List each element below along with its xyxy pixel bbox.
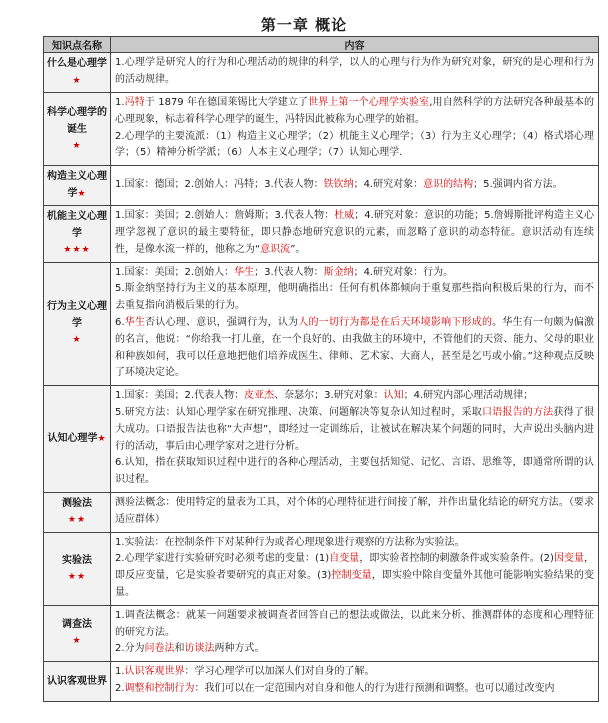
content-paragraph <box>115 208 594 258</box>
text-run: ，即实验中除自变量外其他可能影响实验结果的变量。 <box>115 570 595 598</box>
text-run: 2.心理学家进行实验研究时必须考虑的变量：(1) <box>115 553 330 565</box>
highlight-text: 访谈法 <box>184 643 215 655</box>
text-run: 。华生有一句颇为偏激的名言，他说：“你给我一打儿童，在一个良好的、由我做主的环境中，不管他们的天资、能力、父母的职业和种族如何，我可以任意地把他们培养成医生、律师、艺术家、大商人，甚至是乞丐或小偷。”这种观点反映了环境决定论。 <box>115 316 595 379</box>
table-row <box>44 532 599 605</box>
table-row <box>44 386 599 493</box>
content-paragraph: 测验法概念：使用特定的量表为工具，对个体的心理特征进行间接了解，并作出量化结论的研究方法。（要求适应群体） <box>115 496 594 525</box>
highlight-text: 冯特 <box>124 97 145 108</box>
content-paragraph <box>115 405 594 455</box>
highlight-text: 杜威 <box>334 210 355 222</box>
text-run: 1.国家：美国；2.创始人： <box>115 266 235 278</box>
row-name-cell <box>44 53 111 93</box>
highlight-text: 认知 <box>383 390 404 402</box>
highlight-text: 因变量 <box>553 553 585 565</box>
content-paragraph <box>115 315 594 382</box>
highlight-text: 斯金纳 <box>323 266 354 278</box>
row-name: 行为主义心理学 <box>47 301 107 330</box>
highlight-text: 华生 <box>234 266 255 278</box>
row-name-cell <box>44 532 111 605</box>
row-name-cell <box>44 262 111 386</box>
content-paragraph: 5.斯金纳坚持行为主义的基本原理，他明确指出：任何有机体都倾向于重复那些指向积极后果的行为，而不去重复指向消极后果的行为。 <box>115 283 594 312</box>
text-run: 2.分为 <box>115 643 145 655</box>
star-rating-icon: ★ <box>97 434 107 445</box>
star-rating-icon: ★ <box>72 335 82 346</box>
row-content-cell <box>111 206 599 262</box>
text-run: ；4.研究对象：意识的功能；5.詹姆斯批评构造主义心理学忽视了意识的最主要特征，即只静态地研究意识的元素，而忽略了意识的动态特征。意识活动有连续性，是像水流一样的，他称之为“ <box>115 210 594 255</box>
content-paragraph <box>115 681 594 698</box>
text-run: ；4.研究对象： <box>353 178 424 190</box>
content-paragraph: 1.调查法概念：就某一问题要求被调查者回答自己的想法或做法，以此来分析、推测群体的态度和心理特征的研究方法。 <box>115 609 594 638</box>
highlight-text: 意识的结构 <box>423 178 474 190</box>
row-name: 科学心理学的诞生 <box>47 106 107 135</box>
row-content-cell <box>111 262 599 386</box>
content-paragraph <box>115 388 594 405</box>
text-run: 2. <box>115 682 125 694</box>
table-row <box>44 53 599 93</box>
text-run: ：学习心理学可以加深人们对自身的了解。 <box>184 666 375 678</box>
row-name: 测验法 <box>62 498 92 510</box>
table-row <box>44 93 599 166</box>
row-name-cell <box>44 605 111 661</box>
content-paragraph <box>115 551 594 601</box>
highlight-text: 调整和控制行为 <box>124 682 195 694</box>
text-run: 否认心理、意识，强调行为，认为 <box>145 316 299 328</box>
text-run: 和 <box>174 643 185 655</box>
text-run: 5.研究方法：认知心理学家在研究推理、决策、问题解决等复杂认知过程时，采取 <box>115 406 482 418</box>
row-content-cell <box>111 386 599 493</box>
content-paragraph: 2.心理学的主要流派：（1）构造主义心理学；（2）机能主义心理学；（3）行为主义心理学；（4）格式塔心理学；（5）精神分析学派；（6）人本主义心理学；（7）认知心理学. <box>115 130 594 159</box>
text-run: ：我们可以在一定范围内对自身和他人的行为进行预测和调整。也可以通过改变内 <box>194 682 555 694</box>
content-paragraph: 1.实验法：在控制条件下对某种行为或者心理现象进行观察的方法称为实验法。 <box>115 536 465 548</box>
text-run: 获得了很大成功。口语报告法也称“大声想”，即经过一定训练后，让被试在解决某个问题的同时，大声说出头脑内进行的活动，事后由心理学家对之进行分析。 <box>115 406 595 452</box>
highlight-text: 认识客观世界 <box>124 666 185 678</box>
row-name: 调查法 <box>62 619 92 631</box>
table-row <box>44 206 599 262</box>
highlight-text: 自变量 <box>329 553 360 565</box>
highlight-text: 华生 <box>124 316 146 328</box>
table-row <box>44 166 599 206</box>
text-run: ；4.研究对象：行为。 <box>353 266 454 278</box>
content-paragraph: 1.心理学是研究人的行为和心理活动的规律的科学，以人的心理与行为作为研究对象，研究的是心理和行为的活动规律。 <box>115 57 594 85</box>
text-run: ，即反应变量，它是实验者要研究的真正对象。(3) <box>115 553 595 582</box>
row-name: 认知心理学 <box>47 433 98 445</box>
text-run: 1. <box>115 97 125 108</box>
star-rating-icon: ★★★ <box>63 245 91 256</box>
row-content-cell <box>111 166 599 206</box>
content-paragraph <box>115 177 594 194</box>
text-run: ，即实验者控制的刺激条件或实验条件。(2) <box>359 553 554 565</box>
knowledge-table <box>43 36 599 702</box>
row-content-cell <box>111 53 599 93</box>
text-run: 1.国家：美国；2.创始人：詹姆斯；3.代表人物： <box>115 210 335 222</box>
row-name: 构造主义心理学 <box>47 171 107 200</box>
text-run: 、奈瑟尔；3.研究对象： <box>274 390 384 402</box>
content-paragraph <box>115 265 594 282</box>
content-paragraph <box>115 95 594 129</box>
text-run: 两种方式。 <box>214 643 265 655</box>
text-run: ；4.研究内部心理活动规律； <box>403 390 534 402</box>
page-title: 第一章 概论 <box>260 16 348 34</box>
star-rating-icon: ★★ <box>67 515 87 526</box>
text-run: ；3.代表人物： <box>254 266 324 278</box>
text-run: 6. <box>115 316 125 328</box>
row-content-cell <box>111 492 599 532</box>
row-name: 认识客观世界 <box>47 675 107 687</box>
content-paragraph: 6.认知，指在获取知识过程中进行的各种心理活动，主要包括知觉、记忆、言语、思维等，即通常所谓的认识过程。 <box>115 457 594 486</box>
table-row <box>44 492 599 532</box>
table-header-row <box>44 37 599 53</box>
row-name-cell <box>44 166 111 206</box>
text-run: ”。 <box>290 243 306 255</box>
content-paragraph <box>115 664 594 681</box>
row-name-cell <box>44 93 111 166</box>
star-rating-icon: ★ <box>77 189 87 200</box>
row-name-cell <box>44 662 111 702</box>
star-rating-icon: ★★ <box>67 571 87 582</box>
row-content-cell <box>111 605 599 661</box>
text-run: 于 1879 年在德国莱锡比大学建立了 <box>144 97 309 108</box>
row-content-cell <box>111 93 599 166</box>
highlight-text: 口语报告的方法 <box>481 406 554 418</box>
table-row <box>44 662 599 702</box>
highlight-text: 世界上第一个心理学实验室 <box>308 97 430 108</box>
row-content-cell <box>111 532 599 605</box>
text-run: ,用自然科学的方法研究各种最基本的心理现象，标志着科学心理学的诞生，冯特因此被称为心理学的始祖。 <box>115 97 595 125</box>
highlight-text: 意识流 <box>260 243 291 255</box>
highlight-text: 皮亚杰 <box>244 390 275 402</box>
star-rating-icon: ★ <box>72 636 82 647</box>
text-run: ；5.强调内省方法。 <box>473 178 563 190</box>
header-content: 内容 <box>111 37 599 53</box>
row-name: 机能主义心理学 <box>47 211 107 240</box>
table-row <box>44 262 599 386</box>
text-run: 1. <box>115 666 125 678</box>
row-content-cell <box>111 662 599 702</box>
text-run: 1.国家：美国；2.代表人物： <box>115 390 245 402</box>
highlight-text: 铁钦纳 <box>323 178 354 190</box>
row-name: 实验法 <box>62 554 92 566</box>
row-name-cell <box>44 492 111 532</box>
star-rating-icon: ★ <box>72 76 82 86</box>
text-run: 1.国家：德国；2.创始人：冯特；3.代表人物： <box>115 178 324 190</box>
highlight-text: 问卷法 <box>144 643 175 655</box>
content-paragraph <box>115 641 594 658</box>
row-name: 什么是心理学 <box>47 58 107 69</box>
star-rating-icon: ★ <box>72 140 82 151</box>
highlight-text: 人的一切行为都是在后天环境影响下形成的 <box>298 316 493 328</box>
row-name-cell <box>44 386 111 493</box>
row-name-cell <box>44 206 111 262</box>
table-row <box>44 605 599 661</box>
header-name: 知识点名称 <box>44 37 111 53</box>
highlight-text: 控制变量 <box>331 570 372 582</box>
